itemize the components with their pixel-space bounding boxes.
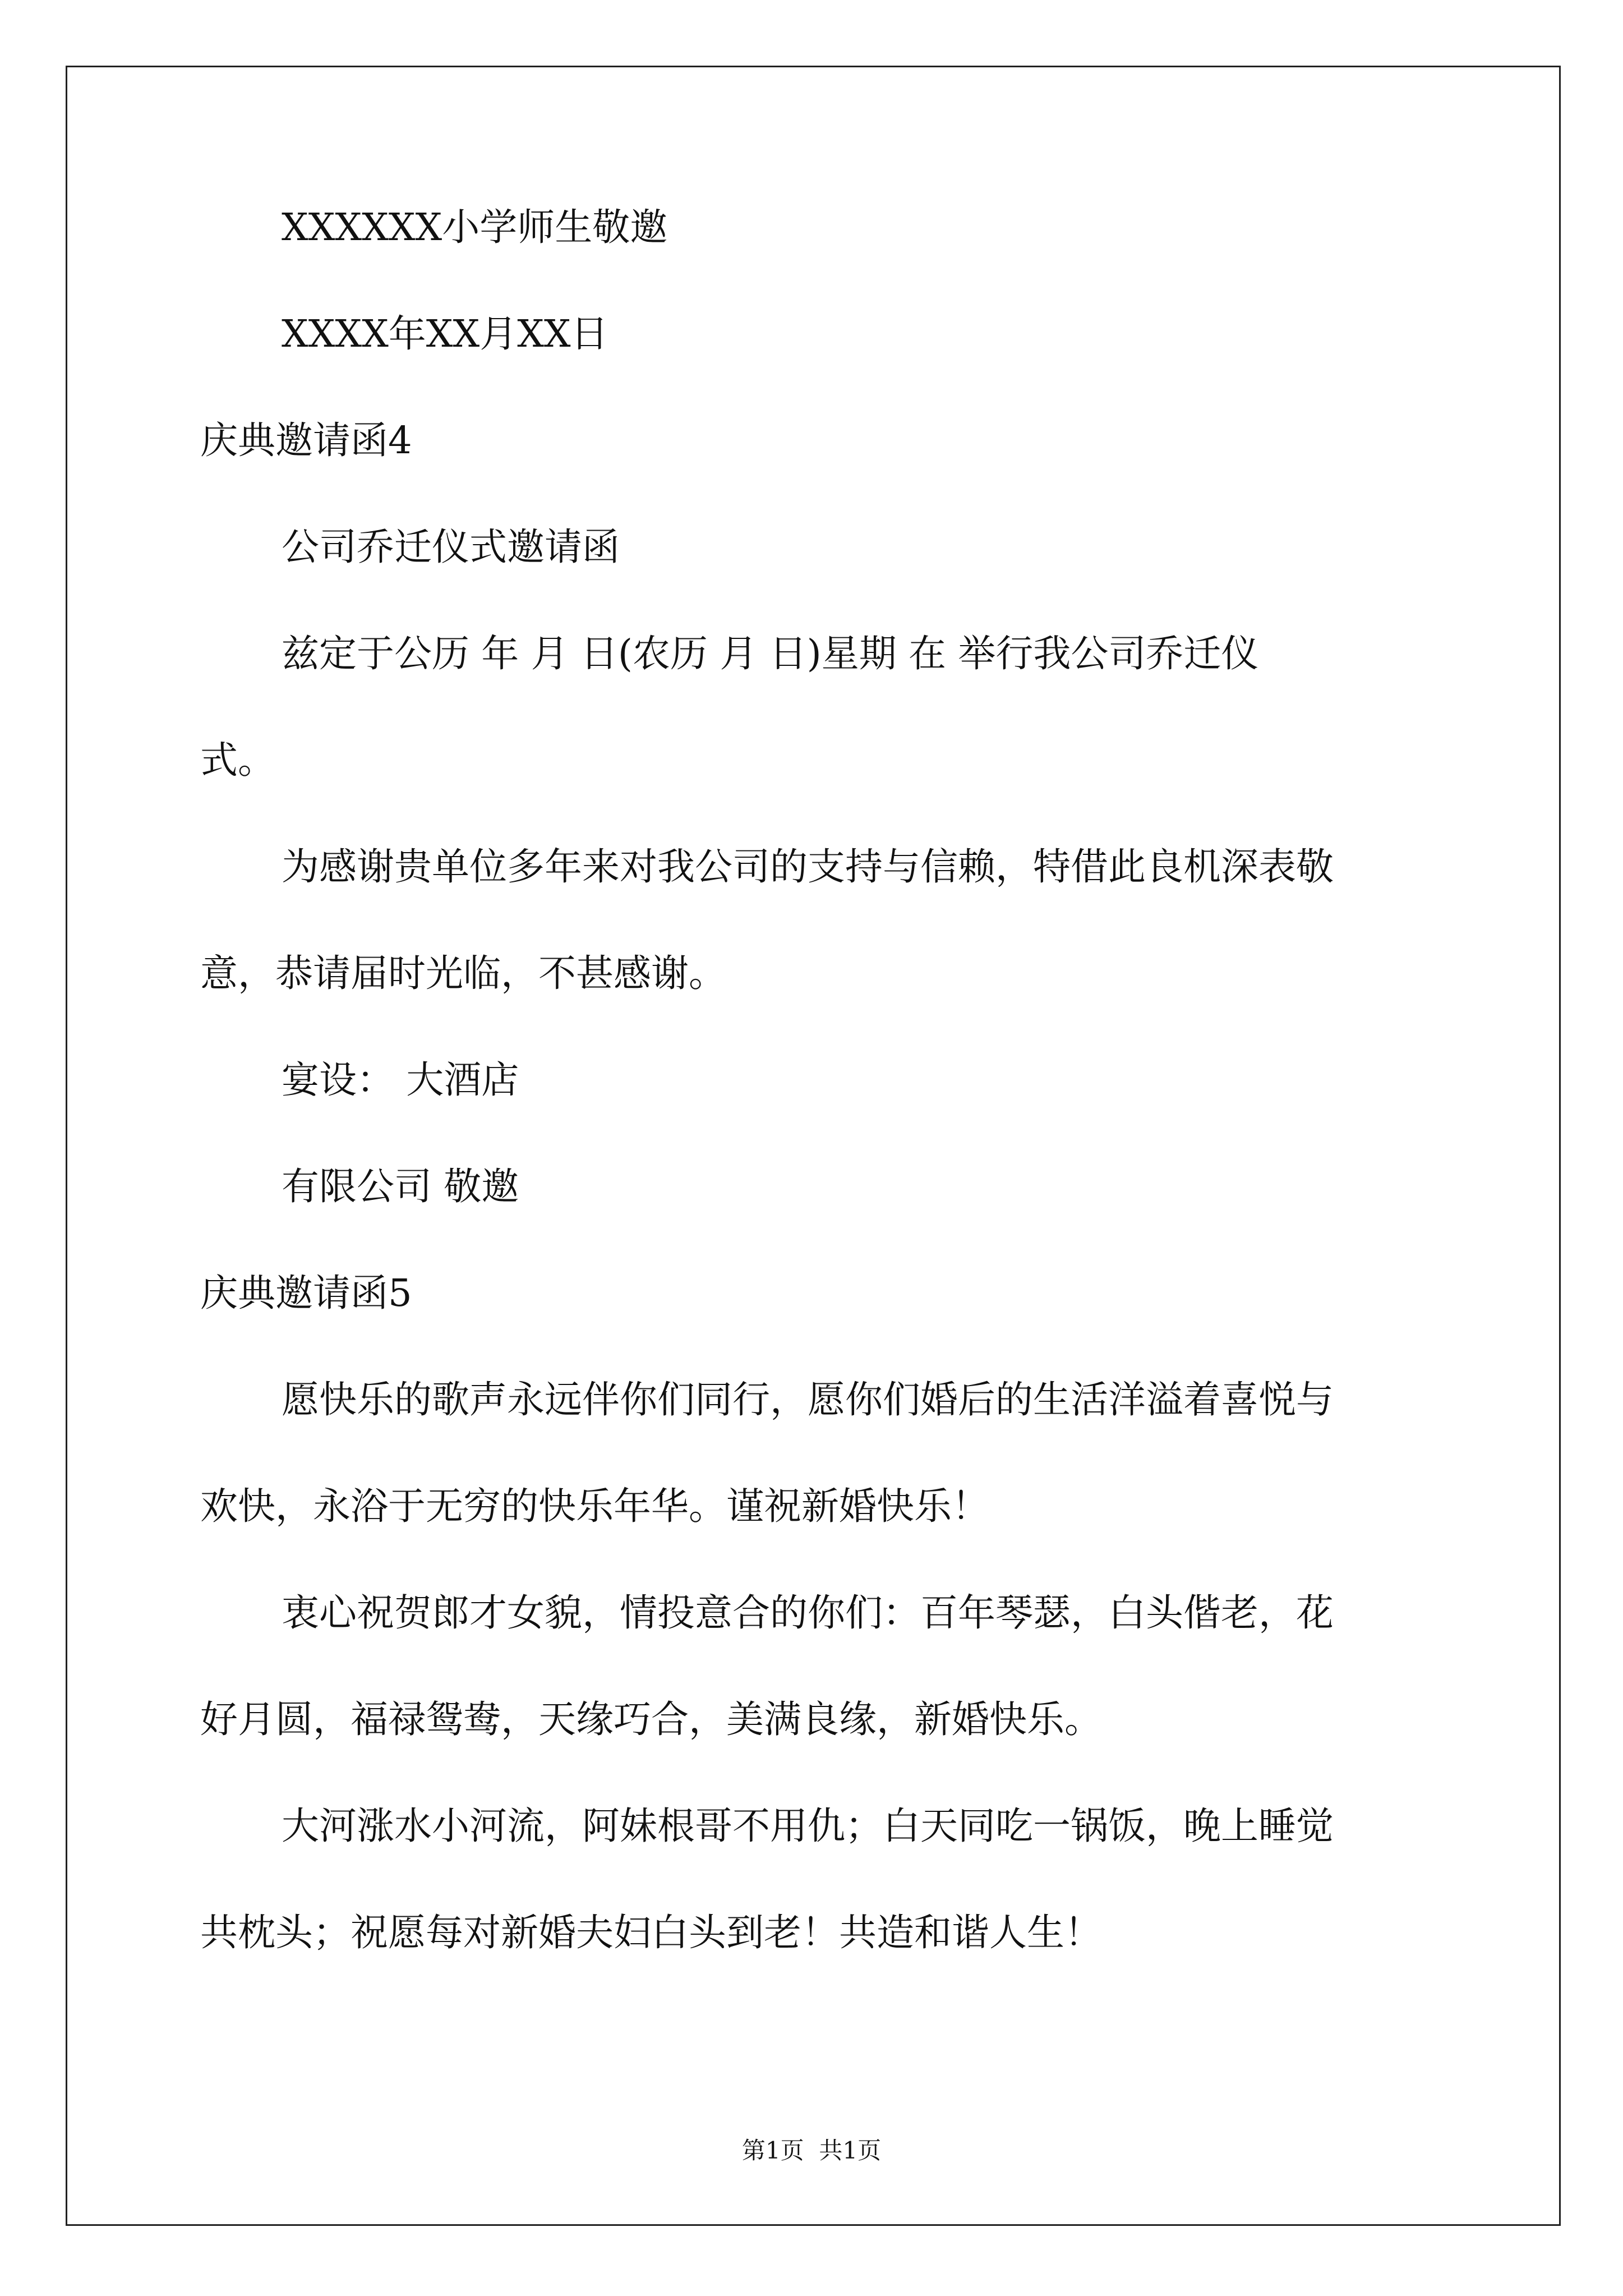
paragraph-line: 兹定于公历 年 月 日(农历 月 日)星期 在 举行我公司乔迁仪 — [282, 632, 1259, 675]
company-signature: 有限公司 敬邀 — [282, 1165, 519, 1208]
paragraph-line: 好月圆，福禄鸳鸯，天缘巧合，美满良缘，新婚快乐。 — [200, 1697, 1102, 1741]
signature-line: XXXXXX小学师生敬邀 — [282, 205, 668, 249]
section-heading-4: 庆典邀请函4 — [200, 418, 412, 462]
venue-line: 宴设： 大酒店 — [282, 1058, 519, 1102]
paragraph-line: 大河涨水小河流，阿妹根哥不用仇；白天同吃一锅饭，晚上睡觉 — [282, 1804, 1334, 1848]
paragraph-line: 式。 — [200, 738, 275, 782]
paragraph-line: 愿快乐的歌声永远伴你们同行，愿你们婚后的生活洋溢着喜悦与 — [282, 1378, 1334, 1421]
invitation-title: 公司乔迁仪式邀请函 — [282, 525, 620, 569]
page-footer: 第1页 共1页 — [741, 2137, 882, 2164]
page-border — [66, 66, 1561, 2226]
section-heading-5: 庆典邀请函5 — [200, 1271, 412, 1315]
paragraph-line: 为感谢贵单位多年来对我公司的支持与信赖，特借此良机深表敬 — [282, 845, 1334, 889]
paragraph-line: 欢快，永浴于无穷的快乐年华。谨祝新婚快乐！ — [200, 1484, 989, 1528]
paragraph-line: 衷心祝贺郎才女貌，情投意合的你们：百年琴瑟，白头偕老，花 — [282, 1591, 1334, 1635]
paragraph-line: 共枕头；祝愿每对新婚夫妇白头到老！共造和谐人生！ — [200, 1911, 1102, 1954]
date-line: XXXX年XX月XX日 — [282, 312, 608, 356]
paragraph-line: 意，恭请届时光临，不甚感谢。 — [200, 951, 726, 995]
